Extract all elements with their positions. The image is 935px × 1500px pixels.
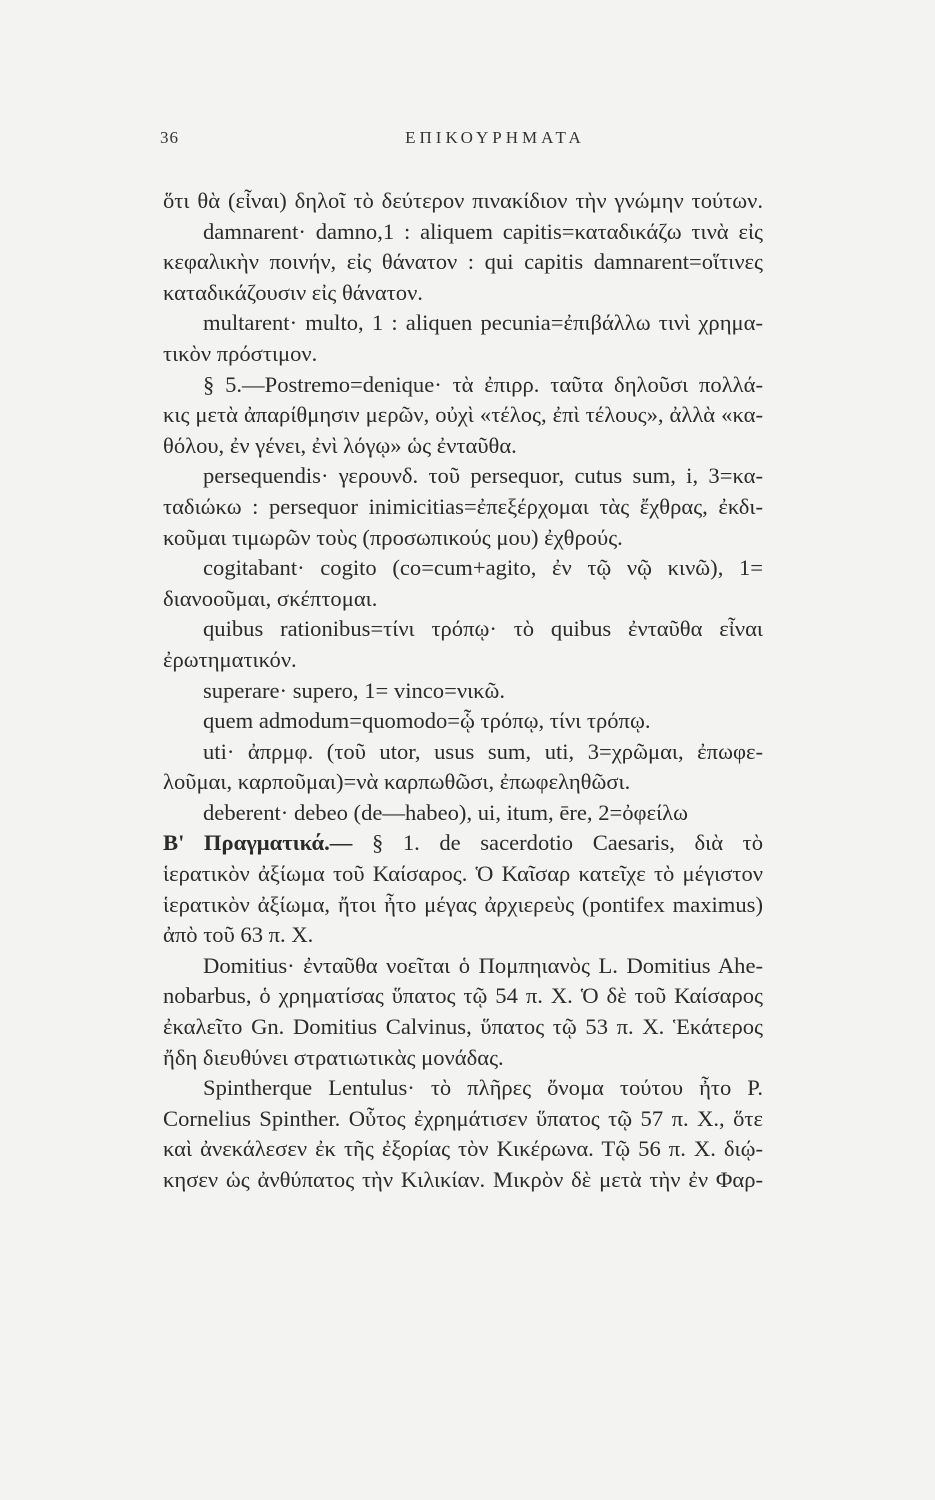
text-line: uti· ἀπρμφ. (τοῦ utor, usus sum, uti, 3=χρῶμαι, ἐπωφε- <box>203 738 763 764</box>
text-line: Β' Πραγματικά.— § 1. de sacerdotio Caesaris, διὰ τὸ <box>163 830 763 856</box>
text-line: κησεν ὡς ἀνθύπατος τὴν Κιλικίαν. Μικρὸν δὲ μετὰ τὴν ἐν Φαρ- <box>163 1167 763 1192</box>
text-line: ἐρωτηματικόν. <box>163 646 297 672</box>
text-line: τικὸν πρόστιμον. <box>163 340 318 366</box>
text-line: multarent· multo, 1 : aliquen pecunia=ἐπιβάλλω τινὶ χρημα- <box>203 310 763 336</box>
body-text <box>163 186 763 1196</box>
section-heading: Β' Πραγματικά.— <box>163 830 353 856</box>
page-number: 36 <box>160 128 179 147</box>
text-line: deberent· debeo (de—habeo), ui, itum, ēre, 2=ὀφείλω <box>203 799 688 825</box>
text-line: damnarent· damno,1 : aliquem capitis=καταδικάζω τινὰ εἰς <box>203 218 763 244</box>
running-head <box>160 128 770 156</box>
text-line: Cornelius Spinther. Οὗτος ἐχρημάτισεν ὕπατος τῷ 57 π. Χ., ὅτε <box>163 1105 763 1131</box>
text-line: § 5.—Postremo=denique· τὰ ἐπιρρ. ταῦτα δηλοῦσι πολλά- <box>203 371 763 397</box>
text-line: ἤδη διευθύνει στρατιωτικὰς μονάδας. <box>163 1044 504 1070</box>
text-line: quem admodum=quomodo=ᾧ τρόπῳ, τίνι τρόπῳ. <box>203 708 651 734</box>
text-line: ἱερατικὸν ἀξίωμα, ἤτοι ἦτο μέγας ἀρχιερεὺς (pontifex maximus) <box>163 891 763 917</box>
text-line: Spintherque Lentulus· τὸ πλῆρες ὄνομα τούτου ἦτο P. <box>203 1075 763 1101</box>
text-line: διανοοῦμαι, σκέπτομαι. <box>163 585 378 611</box>
text-line: θόλου, ἐν γένει, ἐνὶ λόγῳ» ὡς ἐνταῦθα. <box>163 432 517 458</box>
text-line: quibus rationibus=τίνι τρόπῳ· τὸ quibus ἐνταῦθα εἶναι <box>203 616 763 642</box>
text-line: ἱερατικὸν ἀξίωμα τοῦ Καίσαρος. Ὁ Καῖσαρ κατεῖχε τὸ μέγιστον <box>163 861 763 887</box>
text-line: ἀπὸ τοῦ 63 π. Χ. <box>163 922 314 948</box>
text-line: cogitabant· cogito (co=cum+agito, ἐν τῷ νῷ κινῶ), 1= <box>203 555 763 581</box>
text-line: καταδικάζουσιν εἰς θάνατον. <box>163 279 423 305</box>
text-line: κεφαλικὴν ποινήν, εἰς θάνατον : qui capitis damnarent=οἵτινες <box>163 249 763 275</box>
text-line: καὶ ἀνεκάλεσεν ἐκ τῆς ἐξορίας τὸν Κικέρωνα. Τῷ 56 π. Χ. διῴ- <box>163 1136 763 1162</box>
text-line: ταδιώκω : persequor inimicitias=ἐπεξέρχομαι τὰς ἔχθρας, ἐκδι- <box>163 493 763 519</box>
running-title: ΕΠΙΚΟΥΡΗΜΑΤΑ <box>405 128 585 147</box>
text-line: superare· supero, 1= vinco=νικῶ. <box>203 677 506 703</box>
text-line: nobarbus, ὁ χρηματίσας ὕπατος τῷ 54 π. Χ. Ὁ δὲ τοῦ Καίσαρος <box>163 983 763 1009</box>
text-line: λοῦμαι, καρποῦμαι)=νὰ καρπωθῶσι, ἐπωφεληθῶσι. <box>163 769 631 795</box>
text-line: ὅτι θὰ (εἶναι) δηλοῖ τὸ δεύτερον πινακίδιον τὴν γνώμην τούτων. <box>163 188 763 213</box>
text-line: Domitius· ἐνταῦθα νοεῖται ὁ Πομπηιανὸς L. Domitius Ahe- <box>203 952 763 978</box>
text-line: ἐκαλεῖτο Gn. Domitius Calvinus, ὕπατος τῷ 53 π. Χ. Ἑκάτερος <box>163 1014 763 1040</box>
text-line: κοῦμαι τιμωρῶν τοὺς (προσωπικούς μου) ἐχθρούς. <box>163 524 623 550</box>
text-line: κις μετὰ ἀπαρίθμησιν μερῶν, οὐχὶ «τέλος, ἐπὶ τέλους», ἀλλὰ «κα- <box>163 402 763 428</box>
text-line: persequendis· γερουνδ. τοῦ persequor, cutus sum, i, 3=κα- <box>203 463 763 489</box>
